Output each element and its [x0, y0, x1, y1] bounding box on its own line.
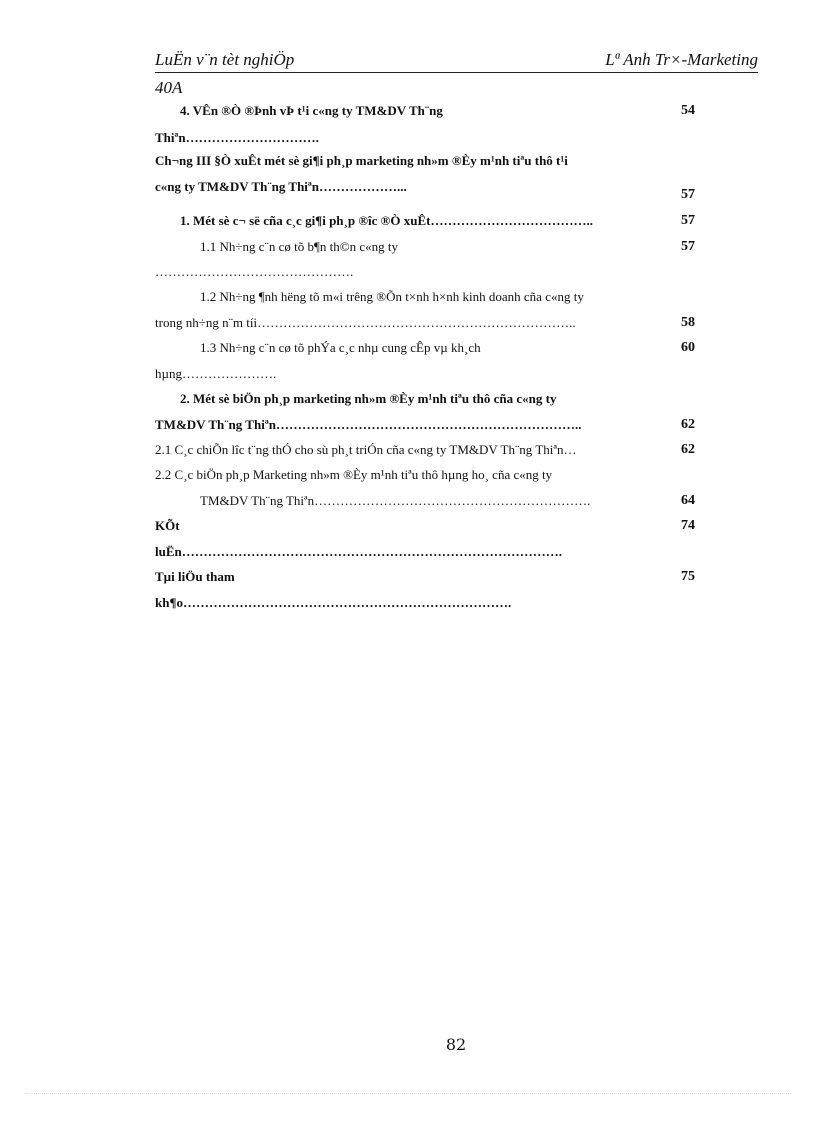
toc-entry-title: 4. VÊn ®Ò ®Þnh vÞ t¹i c«ng ty TM&DV Th¨ng — [180, 103, 443, 118]
toc-entry-title: luËn……………………………………………………………………………. — [155, 544, 562, 559]
toc-entry-page: 58 — [681, 315, 695, 330]
toc-entry-title: TM&DV Th¨ng Thiªn………………………………………………………. — [200, 493, 591, 508]
toc-entry-page: 57 — [681, 239, 695, 254]
running-header — [155, 48, 758, 73]
header-class-code: 40A — [155, 78, 183, 97]
toc-entry-page: 57 — [681, 187, 695, 202]
toc-entry-title: 2.1 C¸c chiÕn lîc t¨ng thÓ cho sù ph¸t triÓn cña c«ng ty TM&DV Th¨ng Thiªn… — [155, 442, 577, 457]
toc-entry-title: 1. Mét sè c¬ së cña c¸c gi¶i ph¸p ®îc ®Ò xuÊt……………………………….. — [180, 213, 593, 228]
toc-entry-title: ………………………………………. — [155, 264, 354, 279]
toc-entry-page: 62 — [681, 442, 695, 457]
toc-entry-title: 1.2 Nh÷ng ¶nh hëng tõ m«i trêng ®Õn t×nh h×nh kinh doanh cña c«ng ty — [200, 289, 584, 304]
toc-entry-page: 74 — [681, 518, 695, 533]
toc-entry-title: KÕt — [155, 518, 180, 533]
toc-entry-title: 1.1 Nh÷ng c¨n cø tõ b¶n th©n c«ng ty — [200, 239, 399, 254]
toc-entry-title: 2. Mét sè biÖn ph¸p marketing nh»m ®Èy m¹nh tiªu thô cña c«ng ty — [180, 391, 557, 406]
page-number: 82 — [445, 1035, 467, 1054]
toc-entry-title: hµng…………………. — [155, 366, 277, 381]
toc-entry-page: 64 — [681, 493, 695, 508]
header-author: Lª Anh Tr×-Marketing — [605, 50, 758, 69]
toc-entry-page: 75 — [681, 569, 695, 584]
toc-entry-title: Tµi liÖu tham — [155, 569, 235, 584]
toc-entry-title: TM&DV Th¨ng Thiªn…………………………………………………………….. — [155, 417, 582, 432]
header-thesis-title: LuËn v¨n tèt nghiÖp — [155, 50, 295, 69]
toc-entry-title: kh¶o…………………………………………………………………. — [155, 595, 512, 610]
page-bottom-divider — [25, 1093, 791, 1094]
toc-entry-title: trong nh÷ng n¨m tíi……………………………………………………………….. — [155, 315, 576, 330]
toc-entry-title: Ch¬ng III §Ò xuÊt mét sè gi¶i ph¸p marketing nh»m ®Èy m¹nh tiªu thô t¹i — [155, 153, 568, 168]
toc-entry-title: 2.2 C¸c biÖn ph¸p Marketing nh»m ®Èy m¹nh tiªu thô hµng ho¸ cña c«ng ty — [155, 467, 553, 482]
toc-entry-title: Thiªn…………………………. — [155, 130, 319, 145]
toc-entry-page: 62 — [681, 417, 695, 432]
toc-entry-title: c«ng ty TM&DV Th¨ng Thiªn………………... — [155, 179, 407, 194]
toc-entry-page: 60 — [681, 340, 695, 355]
toc-entry-title: 1.3 Nh÷ng c¨n cø tõ phÝa c¸c nhµ cung cÊp vµ kh¸ch — [200, 340, 481, 355]
toc-entry-page: 57 — [681, 213, 695, 228]
toc-entry-page: 54 — [681, 103, 695, 118]
